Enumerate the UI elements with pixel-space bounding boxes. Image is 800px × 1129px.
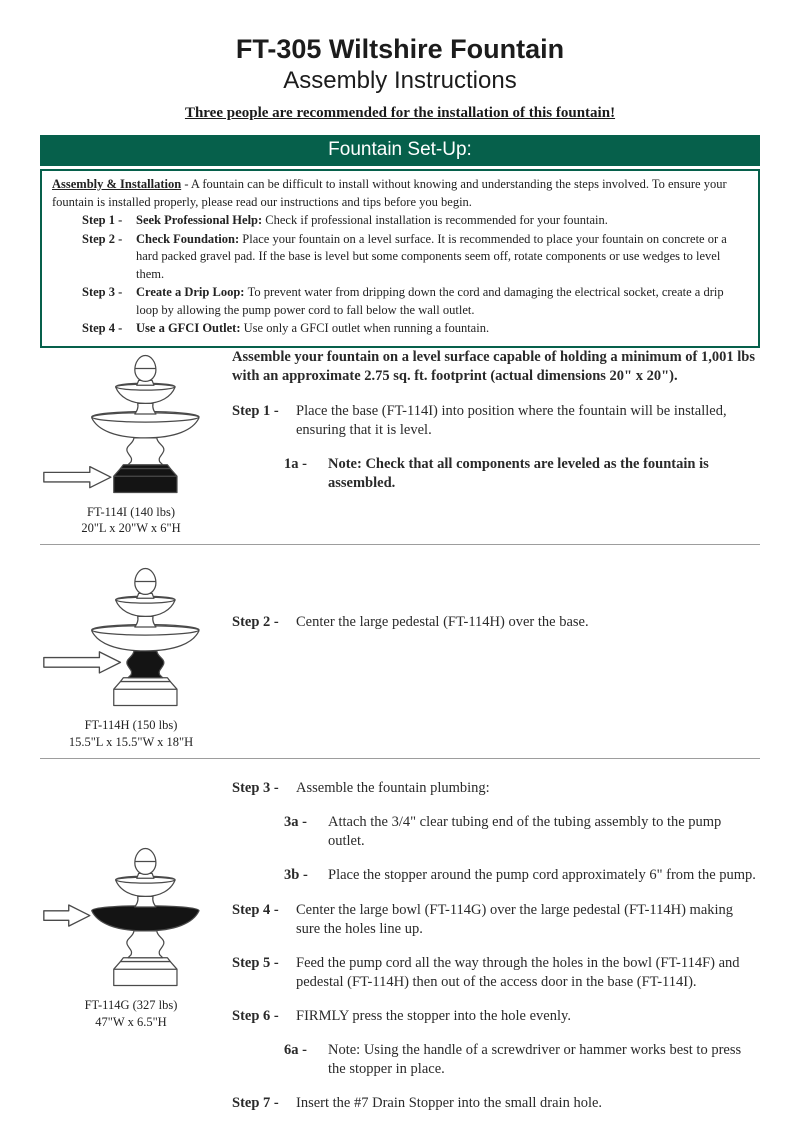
section-bowl-plumbing: [40, 767, 760, 1129]
step-row: [232, 613, 760, 632]
setup-intro-label: Assembly & Installation: [52, 177, 182, 191]
surface-requirements: Assemble your fountain on a level surface capable of holding a minimum of 1,001 lbs with an approximate 2.75 sq. ft. footprint (actual dimensions 20" x 20").: [232, 348, 755, 384]
step-row: [232, 1094, 760, 1113]
step-text: Check Foundation: Place your fountain on a level surface. It is recommended to place your fountain on concrete or a hard packed gravel pad. If the base is level but some components seem off, rotate components or use wedges to level them.: [136, 231, 727, 281]
step-text: Insert the #7 Drain Stopper into the small drain hole.: [296, 1095, 603, 1112]
step-label: 6a -: [284, 1042, 307, 1059]
step-text: Center the large bowl (FT-114G) over the large pedestal (FT-114H) making sure the holes line up.: [296, 901, 734, 937]
step-row: [284, 455, 760, 493]
step-label: Step 4 -: [82, 321, 123, 335]
step-label: 3b -: [284, 867, 308, 884]
fountain-figure-bowl: [40, 841, 222, 993]
step-row: [82, 212, 748, 230]
step-label: Step 2 -: [82, 231, 123, 246]
step-text: Center the large pedestal (FT-114H) over the base.: [296, 614, 589, 631]
setup-intro: [52, 176, 748, 211]
step-row: [284, 813, 760, 851]
step-row: [284, 866, 760, 885]
section-content-2: [222, 553, 760, 751]
figure-part-number: FT-114I (140 lbs): [87, 504, 175, 519]
step-row: [232, 901, 760, 939]
step-row: [232, 779, 760, 798]
step-text: Assemble the fountain plumbing:: [296, 780, 490, 796]
step-label: Step 6 -: [232, 1008, 279, 1024]
figure-dimensions: 47"W x 6.5"H: [95, 1014, 167, 1029]
step-row: [232, 954, 760, 992]
figure-caption-3: [40, 997, 222, 1031]
step-text: Place the stopper around the pump cord approximately 6" from the pump.: [328, 867, 756, 884]
section-base: [40, 348, 760, 538]
fountain-base: [114, 962, 177, 986]
steps-list-1: [232, 402, 760, 494]
fountain-base: [114, 468, 177, 492]
fountain-illustration: [40, 561, 222, 713]
arrow-icon: [44, 466, 111, 487]
step-label: Step 2 -: [232, 614, 279, 631]
fountain-pedestal: [127, 437, 164, 464]
steps-list-2: [232, 613, 760, 632]
step-label: Step 3 -: [232, 780, 279, 796]
step-row: [82, 320, 748, 338]
setup-steps-list: [52, 212, 748, 338]
step-text: Seek Professional Help: Check if professional installation is recommended for your fountain.: [136, 213, 608, 227]
section-divider: [40, 544, 760, 545]
step-row: [232, 402, 760, 440]
figure-part-number: FT-114H (150 lbs): [84, 718, 178, 733]
step-label: Step 1 -: [82, 213, 123, 227]
step-text: Feed the pump cord all the way through the holes in the bowl (FT-114F) and pedestal (FT-114H) then out of the access door in the base (FT-114I).: [296, 954, 740, 990]
page-title: FT-305 Wiltshire Fountain: [235, 34, 565, 64]
fountain-figure-base: [40, 348, 222, 500]
step-row: [82, 284, 748, 319]
figure-dimensions: 15.5"L x 15.5"W x 18"H: [68, 735, 194, 750]
step-text: Attach the 3/4" clear tubing end of the tubing assembly to the pump outlet.: [328, 814, 722, 850]
step-label: 3a -: [284, 814, 307, 831]
step-label: Step 1 -: [232, 402, 279, 419]
step-row: [232, 1007, 760, 1026]
installation-notice: Three people are recommended for the installation of this fountain!: [184, 105, 616, 121]
step-text: FIRMLY press the stopper into the hole evenly.: [296, 1008, 571, 1024]
step-text: Note: Check that all components are leveled as the fountain is assembled.: [328, 456, 709, 492]
arrow-icon: [44, 905, 90, 926]
figure-column-1: [40, 348, 222, 538]
section-content-3: [222, 767, 760, 1129]
setup-box: [40, 169, 760, 348]
figure-column-2: [40, 553, 222, 751]
page-subtitle: Assembly Instructions: [283, 67, 517, 94]
step-label: Step 3 -: [82, 285, 123, 299]
fountain-bowl: [92, 626, 199, 651]
fountain-base: [114, 682, 177, 706]
figure-caption-1: [40, 504, 222, 538]
figure-column-3: [40, 767, 222, 1129]
fountain-pedestal: [127, 651, 164, 678]
step-row: [82, 231, 748, 284]
figure-dimensions: 20"L x 20"W x 6"H: [81, 521, 181, 536]
fountain-illustration: [40, 348, 222, 500]
fountain-bowl: [92, 412, 199, 437]
fountain-bowl: [92, 906, 199, 931]
steps-list-3: [232, 779, 760, 1114]
step-label: 1a -: [284, 456, 307, 472]
fountain-pedestal: [127, 931, 164, 958]
figure-part-number: FT-114G (327 lbs): [84, 998, 178, 1012]
step-text: Place the base (FT-114I) into position where the fountain will be installed, ensuring that it is level.: [296, 402, 727, 438]
setup-intro-text: - A fountain can be difficult to install without knowing and understanding the steps involved. To ensure your fountain is installed properly, please read our instructions and tips before you begin.: [52, 177, 727, 209]
arrow-icon: [44, 652, 121, 673]
step-text: Note: Using the handle of a screwdriver or hammer works best to press the stopper in place.: [328, 1042, 742, 1078]
step-label: Step 5 -: [232, 954, 279, 971]
section-content-1: [222, 348, 760, 538]
setup-banner-title: Fountain Set-Up:: [328, 139, 472, 160]
fountain-illustration: [40, 841, 222, 993]
step-row: [284, 1041, 760, 1079]
step-text: Create a Drip Loop: To prevent water from dripping down the cord and damaging the electrical socket, create a drip loop by allowing the pump power cord to fall below the wall outlet.: [136, 285, 724, 317]
step-text: Use a GFCI Outlet: Use only a GFCI outlet when running a fountain.: [136, 321, 490, 335]
step-label: Step 4 -: [232, 901, 279, 918]
section-pedestal: [40, 553, 760, 751]
setup-banner: [40, 135, 760, 166]
fountain-figure-pedestal: [40, 561, 222, 713]
step-label: Step 7 -: [232, 1095, 279, 1112]
section-divider: [40, 758, 760, 759]
figure-caption-2: [40, 717, 222, 751]
